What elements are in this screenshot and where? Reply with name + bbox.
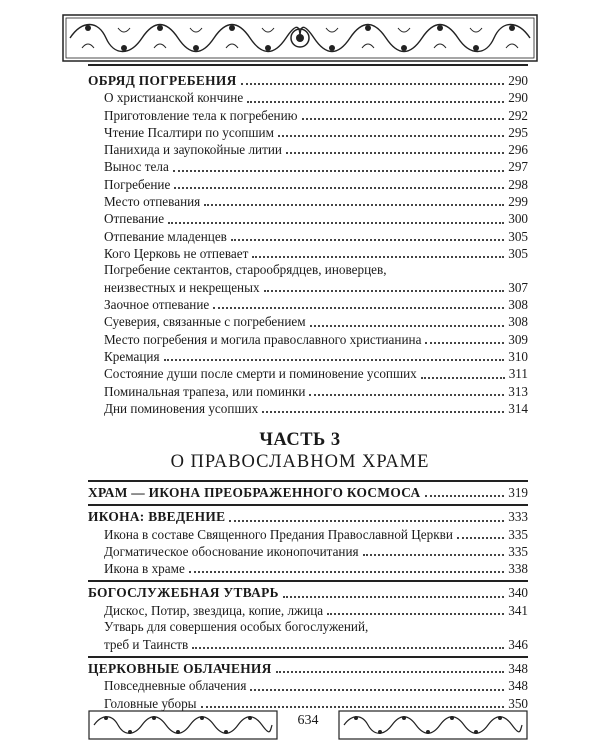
toc-entry-title: Панихида и заупокойные литии	[104, 142, 282, 158]
toc-heading-title: ОБРЯД ПОГРЕБЕНИЯ	[88, 73, 237, 88]
toc-entry-title: Кремация	[104, 349, 160, 365]
dot-leader	[168, 222, 504, 224]
toc-entry[interactable]	[88, 210, 528, 227]
toc-entry-page: 292	[508, 107, 528, 123]
toc-entry-page: 297	[508, 159, 528, 175]
toc-entry[interactable]	[88, 228, 528, 245]
dot-leader	[231, 239, 504, 241]
toc-entry-title: Головные уборы	[104, 695, 197, 711]
toc-entry-title: Место погребения и могила православного христианина	[104, 331, 422, 347]
toc-heading[interactable]	[88, 584, 528, 601]
toc-heading-page: 319	[508, 485, 528, 500]
toc-entry-title: Состояние души после смерти и поминовение усопших	[104, 366, 417, 382]
toc-heading-title: ХРАМ — ИКОНА ПРЕОБРАЖЕННОГО КОСМОСА	[88, 485, 421, 500]
dot-leader	[264, 290, 505, 292]
toc-entry[interactable]	[88, 543, 528, 560]
toc-heading[interactable]	[88, 660, 528, 677]
toc-entry-page: 307	[508, 279, 528, 295]
toc-entry[interactable]	[88, 176, 528, 193]
toc-entry-title: О христианской кончине	[104, 90, 244, 106]
toc-entry[interactable]	[88, 193, 528, 210]
dot-leader	[204, 204, 504, 206]
toc-entry-page: 305	[508, 228, 528, 244]
toc-entry[interactable]	[88, 383, 528, 400]
toc-entry-title: Вынос тела	[104, 159, 169, 175]
toc-entry-page: 338	[508, 561, 528, 577]
toc-entry-title-line2: треб и Таинств	[104, 636, 189, 652]
toc-entry-title: Отпевание младенцев	[104, 228, 227, 244]
toc-entry-page: 350	[508, 695, 528, 711]
dot-leader	[174, 187, 504, 189]
toc-entry[interactable]	[88, 560, 528, 577]
toc-section-temple	[88, 484, 528, 712]
toc-entry-title: Кого Церковь не отпевает	[104, 245, 249, 261]
toc-entry-page: 348	[508, 678, 528, 694]
top-ornament	[62, 14, 538, 62]
toc-entry-page: 290	[508, 90, 528, 106]
toc-entry-title: Заочное отпевание	[104, 297, 210, 313]
dot-leader	[425, 342, 504, 344]
toc-heading-title: ИКОНА: ВВЕДЕНИЕ	[88, 509, 226, 525]
toc-heading-title: ЦЕРКОВНЫЕ ОБЛАЧЕНИЯ	[88, 660, 272, 676]
toc-entry-page: 309	[508, 331, 528, 347]
dot-leader	[164, 359, 505, 361]
toc-heading-page: 348	[508, 660, 528, 676]
dot-leader	[327, 613, 504, 615]
toc-entry-title: Повседневные облачения	[104, 678, 247, 694]
toc-entry-title: Чтение Псалтири по усопшим	[104, 124, 274, 140]
header-rule	[88, 64, 528, 66]
dot-leader	[250, 689, 504, 691]
toc-entry[interactable]	[88, 158, 528, 175]
toc-entry-title: Место отпевания	[104, 194, 201, 210]
toc-entry-title: Приготовление тела к погребению	[104, 107, 298, 123]
dot-leader	[302, 118, 505, 120]
section-rule	[88, 577, 528, 582]
toc-heading-page: 340	[508, 585, 528, 601]
toc-entry[interactable]	[88, 262, 528, 296]
dot-leader	[262, 411, 504, 413]
toc-entry[interactable]	[88, 677, 528, 694]
toc-entry-page: 346	[508, 636, 528, 652]
toc-entry-page: 335	[508, 526, 528, 542]
toc-heading-page: 333	[508, 509, 528, 525]
part-title: ЧАСТЬ 3	[259, 430, 341, 450]
bottom-left-ornament	[88, 710, 278, 740]
toc-heading-page: 290	[508, 73, 528, 88]
toc-entry-page: 295	[508, 124, 528, 140]
toc-entry-title-line1: Утварь для совершения особых богослужений,	[104, 619, 369, 635]
toc-entry[interactable]	[88, 296, 528, 313]
toc-entry[interactable]	[88, 331, 528, 348]
toc-entry-page: 298	[508, 176, 528, 192]
part-rule	[88, 480, 528, 482]
toc-entry-title: Догматическое обоснование иконопочитания	[104, 543, 359, 559]
toc-entry[interactable]	[88, 245, 528, 262]
toc-entry-title: Дни поминовения усопших	[104, 400, 259, 416]
toc-entry-page: 305	[508, 245, 528, 261]
toc-entry-page: 296	[508, 142, 528, 158]
toc-entry-page: 311	[508, 366, 528, 382]
toc-entry-title: Отпевание	[104, 211, 165, 227]
toc-entry[interactable]	[88, 107, 528, 124]
toc-entry[interactable]	[88, 602, 528, 619]
dot-leader	[247, 101, 504, 103]
dot-leader	[201, 706, 505, 708]
toc-entry[interactable]	[88, 348, 528, 365]
page-number: 634	[297, 713, 319, 728]
toc-heading[interactable]	[88, 508, 528, 525]
toc-entry-page: 308	[508, 314, 528, 330]
toc-entry-title: Икона в составе Священного Предания Православной Церкви	[104, 526, 453, 542]
dot-leader	[189, 571, 504, 573]
dot-leader	[278, 135, 504, 137]
toc-entry-page: 308	[508, 297, 528, 313]
section-rule	[88, 501, 528, 506]
toc-entry-page: 335	[508, 543, 528, 559]
dot-leader	[252, 256, 504, 258]
dot-leader	[286, 152, 504, 154]
toc-entry[interactable]	[88, 124, 528, 141]
toc-entry[interactable]	[88, 526, 528, 543]
toc-entry-page: 314	[508, 400, 528, 416]
toc-entry[interactable]	[88, 313, 528, 330]
dot-leader	[213, 307, 504, 309]
toc-entry-title: Суеверия, связанные с погребением	[104, 314, 306, 330]
toc-entry[interactable]	[88, 400, 528, 417]
bottom-right-ornament	[338, 710, 528, 740]
dot-leader	[173, 170, 504, 172]
toc-entry-title: Погребение	[104, 176, 171, 192]
toc-entry-title-line1: Погребение сектантов, старообрядцев, иноверцев,	[104, 262, 387, 278]
dot-leader	[425, 495, 505, 497]
toc-entry-title: Икона в храме	[104, 561, 185, 577]
part-subtitle: О ПРАВОСЛАВНОМ ХРАМЕ	[170, 452, 430, 472]
toc-entry[interactable]	[88, 89, 528, 106]
toc-entry-page: 310	[508, 349, 528, 365]
dot-leader	[276, 671, 505, 673]
toc-section-funeral-rite	[88, 72, 528, 417]
toc-entry[interactable]	[88, 141, 528, 158]
dot-leader	[457, 537, 504, 539]
toc-entry-page: 341	[508, 602, 528, 618]
toc-entry-page: 313	[508, 383, 528, 399]
dot-leader	[241, 83, 505, 85]
dot-leader	[283, 596, 504, 598]
toc-heading[interactable]	[88, 72, 528, 89]
toc-entry[interactable]	[88, 619, 528, 653]
toc-entry-title: Дискос, Потир, звездица, копие, лжица	[104, 602, 324, 618]
dot-leader	[421, 377, 505, 379]
toc-heading[interactable]	[88, 484, 528, 501]
dot-leader	[229, 520, 504, 522]
dot-leader	[192, 647, 504, 649]
toc-entry-title-line2: неизвестных и некрещеных	[104, 279, 260, 295]
toc-entry-title: Поминальная трапеза, или поминки	[104, 383, 306, 399]
toc-entry-page: 300	[508, 211, 528, 227]
toc-heading-title: БОГОСЛУЖЕБНАЯ УТВАРЬ	[88, 585, 279, 601]
toc-entry-page: 299	[508, 194, 528, 210]
toc-entry[interactable]	[88, 365, 528, 382]
dot-leader	[309, 394, 504, 396]
section-rule	[88, 653, 528, 658]
dot-leader	[310, 325, 505, 327]
dot-leader	[363, 554, 505, 556]
